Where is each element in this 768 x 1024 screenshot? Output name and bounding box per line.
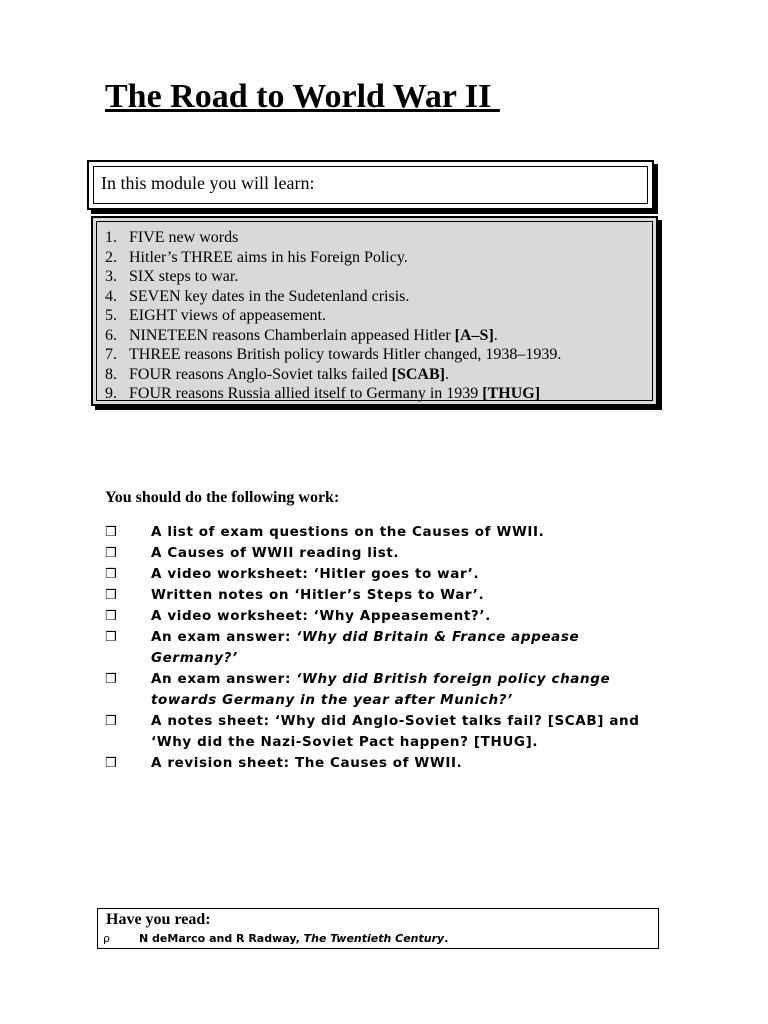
reading-authors: N deMarco and R Radway, xyxy=(139,932,304,945)
checklist-text: A video worksheet: ‘Hitler goes to war’. xyxy=(151,566,480,582)
exam-question-quote: ‘Why did Britain & France appease Germany?’ xyxy=(151,629,580,666)
learn-heading: In this module you will learn: xyxy=(101,173,315,193)
checklist-item xyxy=(105,522,665,543)
checkbox-icon[interactable]: ❒ xyxy=(105,588,117,603)
item-number: 1. xyxy=(105,229,117,246)
list-item xyxy=(105,267,561,287)
checklist-text: A list of exam questions on the Causes of WWII. xyxy=(151,524,545,540)
checklist-text: Written notes on ‘Hitler’s Steps to War’. xyxy=(151,587,485,603)
checklist-item xyxy=(105,753,665,774)
checkbox-icon[interactable]: ❒ xyxy=(105,525,117,540)
reading-box xyxy=(97,908,659,949)
item-text: Hitler’s THREE aims in his Foreign Policy. xyxy=(129,248,408,266)
checklist-item xyxy=(105,711,665,753)
learn-heading-box xyxy=(87,160,654,210)
learn-heading-inner-border xyxy=(93,166,648,204)
checkbox-icon[interactable]: ❒ xyxy=(105,546,117,561)
checkbox-icon[interactable]: ❒ xyxy=(105,567,117,582)
item-text: SIX steps to war. xyxy=(129,268,239,285)
reading-item xyxy=(103,932,448,945)
learn-objectives-inner-border xyxy=(96,221,653,401)
work-heading: You should do the following work: xyxy=(105,489,340,506)
work-checklist xyxy=(105,522,665,774)
mnemonic-tag: [A–S] xyxy=(454,326,494,344)
item-text: SEVEN key dates in the Sudetenland crisis. xyxy=(129,287,410,305)
learn-objectives-list xyxy=(105,228,561,404)
page-title: The Road to World War II xyxy=(105,78,500,115)
reading-end: . xyxy=(444,932,449,945)
list-item xyxy=(105,384,561,404)
checkbox-icon[interactable]: ❒ xyxy=(105,756,117,771)
reading-book-title: The Twentieth Century xyxy=(303,932,445,945)
checklist-item xyxy=(105,564,665,585)
mnemonic-tag: [SCAB] xyxy=(391,365,445,383)
list-item xyxy=(105,248,561,268)
item-number: 9. xyxy=(105,385,117,402)
item-text: FOUR reasons Anglo-Soviet talks failed xyxy=(129,365,392,383)
item-text: EIGHT views of appeasement. xyxy=(129,307,326,324)
checkbox-icon[interactable]: ❒ xyxy=(105,630,117,645)
item-number: 6. xyxy=(105,326,117,344)
checkbox-icon[interactable]: ❒ xyxy=(105,714,117,729)
checkbox-icon[interactable]: ❒ xyxy=(105,609,117,624)
learn-objectives-box xyxy=(91,216,658,406)
exam-question-quote: ‘Why did British foreign policy change towards Germany in the year after Munich?’ xyxy=(151,671,611,708)
list-item xyxy=(105,326,561,346)
mnemonic-tag: [THUG] xyxy=(482,385,541,402)
bullet-icon: ρ xyxy=(103,932,110,945)
checklist-item xyxy=(105,606,665,627)
checklist-text: A video worksheet: ‘Why Appeasement?’. xyxy=(151,608,491,624)
item-number: 7. xyxy=(105,346,117,363)
item-end: . xyxy=(444,365,449,383)
checklist-item xyxy=(105,543,665,564)
item-number: 2. xyxy=(105,248,117,266)
item-number: 8. xyxy=(105,365,117,383)
checklist-item xyxy=(105,669,665,711)
checklist-text: An exam answer: xyxy=(151,671,297,687)
item-text: FOUR reasons Russia allied itself to Germany in 1939 xyxy=(129,385,483,402)
item-text: THREE reasons British policy towards Hitler changed, 1938–1939. xyxy=(129,346,562,363)
item-number: 4. xyxy=(105,287,117,305)
item-text: FIVE new words xyxy=(129,229,239,246)
checklist-text: An exam answer: xyxy=(151,629,297,645)
item-text: NINETEEN reasons Chamberlain appeased Hitler xyxy=(129,326,455,344)
checklist-text: A revision sheet: The Causes of WWII. xyxy=(151,755,463,771)
item-number: 3. xyxy=(105,268,117,285)
list-item xyxy=(105,228,561,248)
checklist-text: A Causes of WWII reading list. xyxy=(151,545,400,561)
item-end: . xyxy=(493,326,498,344)
list-item xyxy=(105,287,561,307)
item-number: 5. xyxy=(105,307,117,324)
reading-heading: Have you read: xyxy=(106,911,211,928)
checklist-text: A notes sheet: ‘Why did Anglo-Soviet talks fail? [SCAB] and ‘Why did the Nazi-Soviet Pact happen? [THUG]. xyxy=(151,713,640,750)
checkbox-icon[interactable]: ❒ xyxy=(105,672,117,687)
list-item xyxy=(105,365,561,385)
checklist-item xyxy=(105,627,665,669)
list-item xyxy=(105,345,561,365)
list-item xyxy=(105,306,561,326)
checklist-item xyxy=(105,585,665,606)
